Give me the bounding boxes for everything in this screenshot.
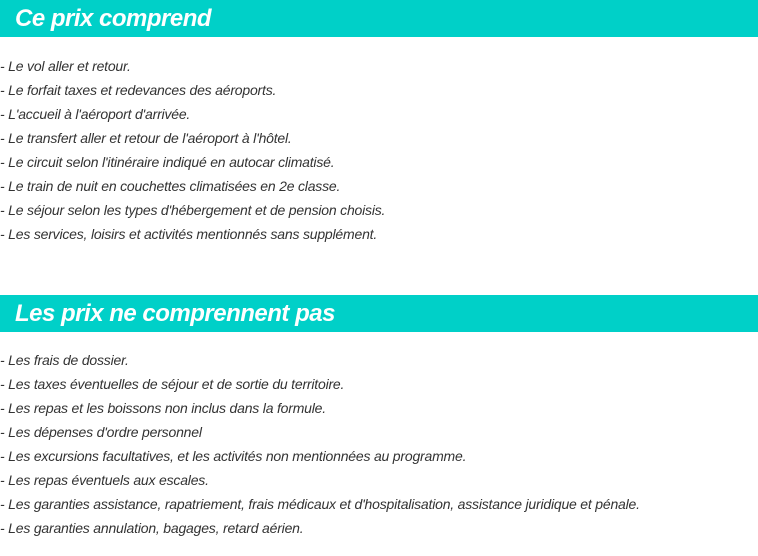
list-item: - Le circuit selon l'itinéraire indiqué en autocar climatisé. <box>0 154 335 170</box>
list-item: - Le forfait taxes et redevances des aéroports. <box>0 82 277 98</box>
list-item: - Les repas et les boissons non inclus dans la formule. <box>0 400 326 416</box>
list-item: - L'accueil à l'aéroport d'arrivée. <box>0 106 191 122</box>
list-item: - Le vol aller et retour. <box>0 58 131 74</box>
list-item: - Le train de nuit en couchettes climatisées en 2e classe. <box>0 178 341 194</box>
list-item: - Les services, loisirs et activités mentionnés sans supplément. <box>0 226 378 242</box>
list-item: - Le transfert aller et retour de l'aéroport à l'hôtel. <box>0 130 292 146</box>
included-list <box>0 54 385 246</box>
list-item: - Les frais de dossier. <box>0 352 129 368</box>
section-title-not-included: Les prix ne comprennent pas <box>0 295 758 332</box>
list-item: - Les garanties assistance, rapatriement, frais médicaux et d'hospitalisation, assistance juridique et pénale. <box>0 496 640 512</box>
not-included-list <box>0 348 640 540</box>
list-item: - Le séjour selon les types d'hébergement et de pension choisis. <box>0 202 386 218</box>
list-item: - Les taxes éventuelles de séjour et de sortie du territoire. <box>0 376 345 392</box>
section-title-included: Ce prix comprend <box>0 0 758 37</box>
list-item: - Les repas éventuels aux escales. <box>0 472 209 488</box>
list-item: - Les dépenses d'ordre personnel <box>0 424 202 440</box>
list-item: - Les garanties annulation, bagages, retard aérien. <box>0 520 304 536</box>
list-item: - Les excursions facultatives, et les activités non mentionnées au programme. <box>0 448 467 464</box>
